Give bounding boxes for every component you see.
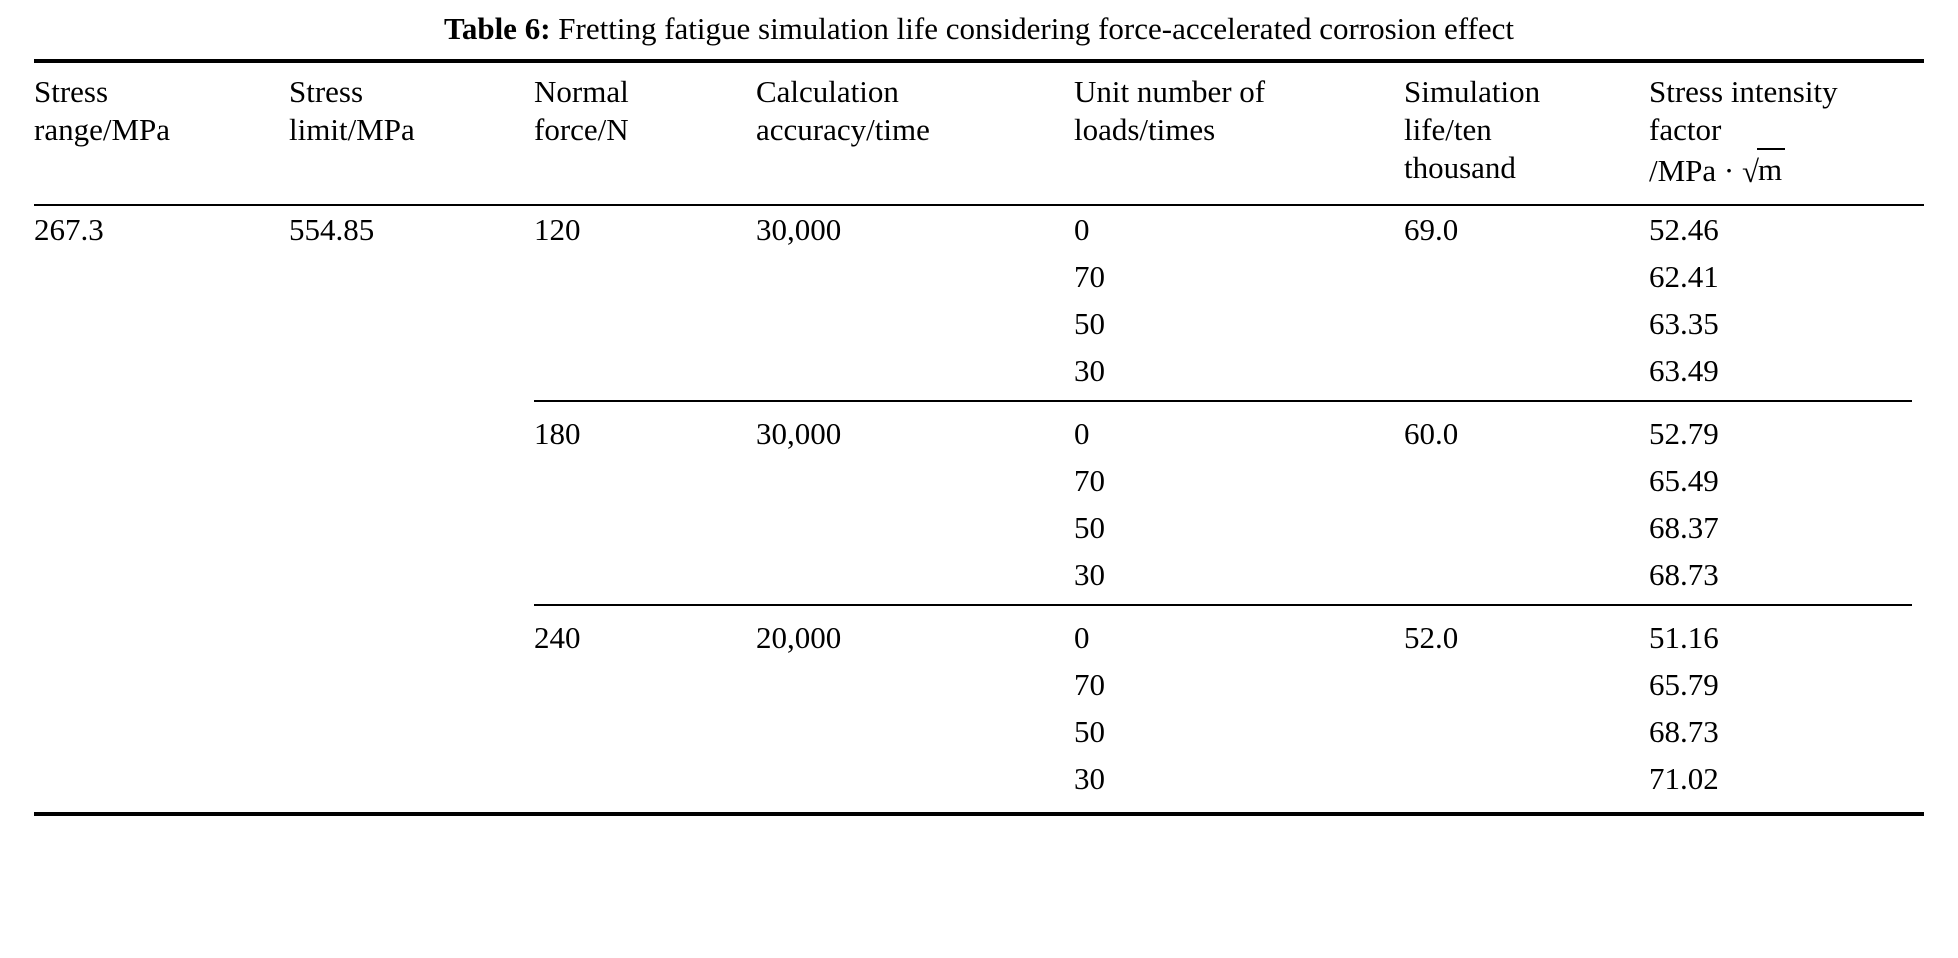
header-line: Unit number of: [1074, 73, 1266, 109]
value-unit-load: 0: [1074, 620, 1090, 656]
value-stress-intensity: 63.49: [1649, 353, 1719, 389]
header-simulation-life: [1404, 63, 1649, 204]
cell-stress-range: [34, 206, 289, 802]
group-separator: [534, 394, 1924, 410]
header-line: thousand: [1404, 150, 1516, 185]
value-unit-load: 30: [1074, 557, 1105, 593]
value-normal-force: 180: [534, 416, 581, 452]
value-unit-load: 50: [1074, 714, 1105, 750]
header-line: range/MPa: [34, 111, 171, 147]
value-stress-range: 267.3: [34, 212, 104, 248]
cell-normal-force: [534, 206, 756, 394]
header-line: Simulation: [1404, 73, 1541, 109]
cell-normal-force: [534, 614, 756, 802]
cell-simulation-life: [1404, 206, 1649, 394]
value-calculation-accuracy: 30,000: [756, 212, 842, 248]
value-normal-force: 120: [534, 212, 581, 248]
cell-stress-intensity: [1649, 614, 1924, 802]
header-line: Calculation: [756, 73, 899, 109]
header-unit-text: /MPa ·: [1649, 153, 1742, 188]
value-normal-force: 240: [534, 620, 581, 656]
value-unit-load: 70: [1074, 259, 1105, 295]
header-line: Stress intensity: [1649, 73, 1838, 109]
caption-label: Table 6:: [444, 11, 551, 46]
value-stress-intensity: 52.46: [1649, 212, 1719, 248]
value-unit-load: 0: [1074, 212, 1090, 248]
value-calculation-accuracy: 20,000: [756, 620, 842, 656]
cell-calculation-accuracy: [756, 614, 1074, 802]
value-stress-intensity: 68.37: [1649, 510, 1719, 546]
value-stress-intensity: 65.49: [1649, 463, 1719, 499]
header-stress-intensity-factor: [1649, 63, 1924, 204]
group-separator: [534, 598, 1924, 614]
cell-unit-loads: [1074, 614, 1404, 802]
header-line: force/N: [534, 111, 629, 147]
value-unit-load: 50: [1074, 306, 1105, 342]
header-line: factor: [1649, 111, 1722, 147]
header-stress-range: [34, 63, 289, 204]
data-table: [34, 63, 1924, 204]
cell-stress-limit: [289, 206, 534, 802]
value-unit-load: 50: [1074, 510, 1105, 546]
cell-unit-loads: [1074, 410, 1404, 598]
sqrt-icon: √m: [1742, 149, 1785, 190]
value-stress-limit: 554.85: [289, 212, 375, 248]
value-unit-load: 30: [1074, 761, 1105, 797]
header-calculation-accuracy: [756, 63, 1074, 204]
header-line: loads/times: [1074, 111, 1216, 147]
cell-calculation-accuracy: [756, 410, 1074, 598]
table-container: [34, 0, 1924, 816]
value-unit-load: 30: [1074, 353, 1105, 389]
header-stress-limit: [289, 63, 534, 204]
cell-unit-loads: [1074, 206, 1404, 394]
value-simulation-life: 69.0: [1404, 212, 1459, 248]
cell-stress-intensity: [1649, 410, 1924, 598]
value-stress-intensity: 65.79: [1649, 667, 1719, 703]
cell-calculation-accuracy: [756, 206, 1074, 394]
value-stress-intensity: 52.79: [1649, 416, 1719, 452]
value-unit-load: 70: [1074, 463, 1105, 499]
cell-simulation-life: [1404, 614, 1649, 802]
header-unit-number-of-loads: [1074, 63, 1404, 204]
header-line: Stress: [289, 73, 364, 109]
cell-stress-intensity: [1649, 206, 1924, 394]
header-line: limit/MPa: [289, 111, 415, 147]
sqrt-radicand: m: [1757, 148, 1785, 189]
value-stress-intensity: 68.73: [1649, 714, 1719, 750]
header-line: Normal: [534, 73, 629, 109]
value-unit-load: 70: [1074, 667, 1105, 703]
value-simulation-life: 60.0: [1404, 416, 1459, 452]
header-line-unit: [1649, 149, 1912, 190]
value-stress-intensity: 51.16: [1649, 620, 1719, 656]
data-table-body: [34, 206, 1924, 802]
cell-normal-force: [534, 410, 756, 598]
value-stress-intensity: 68.73: [1649, 557, 1719, 593]
header-line: accuracy/time: [756, 111, 930, 147]
header-normal-force: [534, 63, 756, 204]
header-line: Stress: [34, 73, 109, 109]
table-row: [34, 206, 1924, 394]
table-header-row: [34, 63, 1924, 204]
value-stress-intensity: 71.02: [1649, 761, 1719, 797]
value-calculation-accuracy: 30,000: [756, 416, 842, 452]
value-simulation-life: 52.0: [1404, 620, 1459, 656]
header-line: life/ten: [1404, 111, 1492, 147]
table-bottom-rule: [34, 812, 1924, 816]
table-caption: [34, 6, 1924, 59]
cell-simulation-life: [1404, 410, 1649, 598]
value-unit-load: 0: [1074, 416, 1090, 452]
caption-text: Fretting fatigue simulation life considering force-accelerated corrosion effect: [558, 11, 1514, 46]
value-stress-intensity: 62.41: [1649, 259, 1719, 295]
value-stress-intensity: 63.35: [1649, 306, 1719, 342]
